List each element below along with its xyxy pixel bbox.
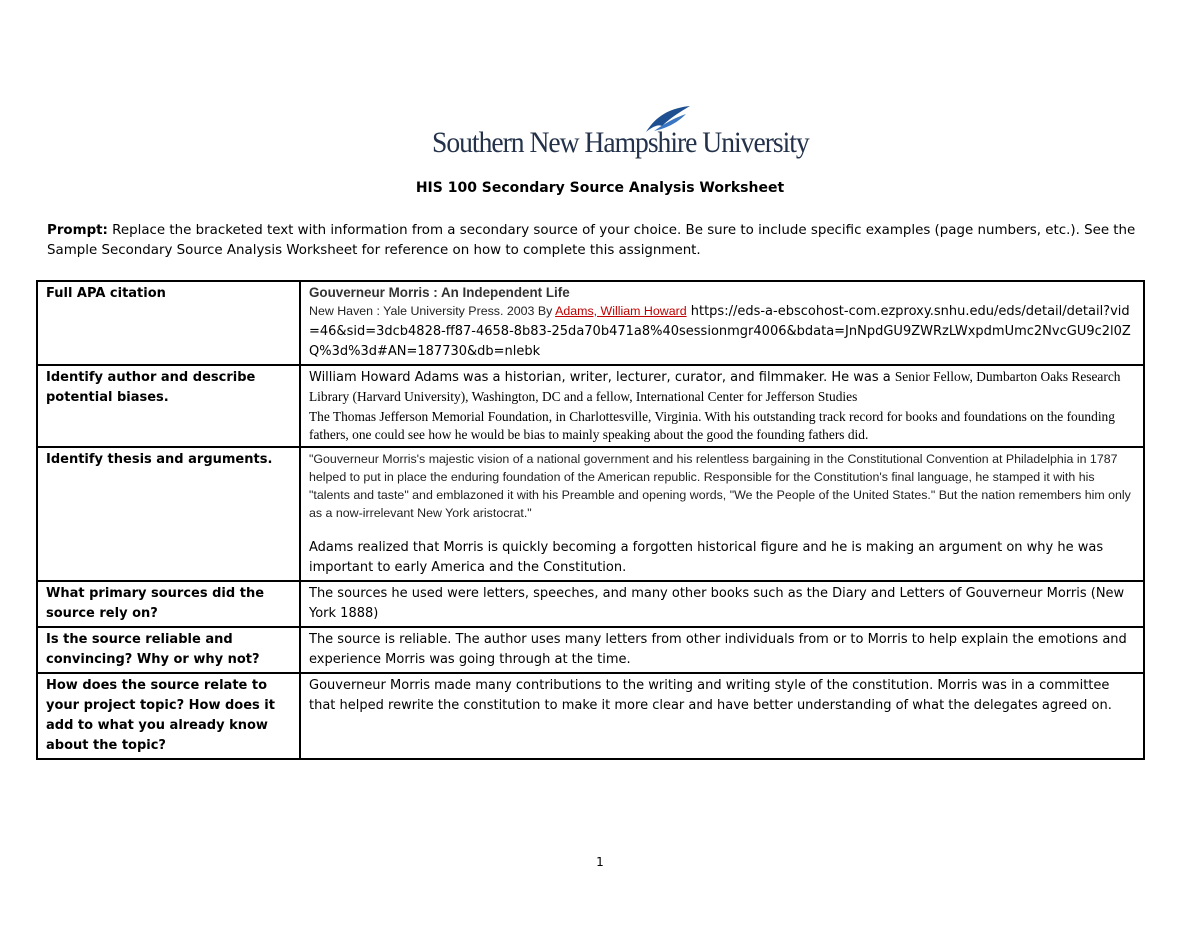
snhu-logo	[432, 104, 809, 162]
relate-label: How does the source relate to your project topic? How does it add to what you already know about the topic?	[37, 673, 300, 759]
table-row	[37, 673, 1144, 759]
table-row	[37, 581, 1144, 627]
publisher-text: New Haven : Yale University Press. 2003 By	[309, 304, 556, 318]
author-label: Identify author and describe potential biases.	[37, 365, 300, 447]
thesis-label: Identify thesis and arguments.	[37, 447, 300, 581]
primary-label: What primary sources did the source rely on?	[37, 581, 300, 627]
page-number: 1	[596, 855, 604, 869]
book-title: Gouverneur Morris : An Independent Life	[309, 285, 570, 300]
thesis-quote: "Gouverneur Morris's majestic vision of a national government and his relentless bargaining in the Constitutional Convention at Philadelphia in 1787 helped to put in place the enduring foundation of the American republic. Responsible for the Constitution's final language, he stamped it with his "talents and taste" and emblazoned it with his Preamble and opening words, "We the People of the United States." But the nation remembers him only as a now-irrelevant New York aristocrat."	[309, 452, 1131, 520]
table-row	[37, 281, 1144, 365]
table-row	[37, 447, 1144, 581]
author-line1-serif: Senior Fellow, Dumbarton Oaks Research Library (Harvard University), Washington, DC and a fellow, International Center for Jefferson Studies	[309, 369, 1121, 404]
table-row	[37, 627, 1144, 673]
thesis-answer	[300, 447, 1144, 581]
prompt-paragraph	[47, 221, 1137, 261]
primary-answer: The sources he used were letters, speeches, and many other books such as the Diary and Letters of Gouverneur Morris (New York 1888)	[300, 581, 1144, 627]
analysis-table	[36, 280, 1145, 760]
author-answer	[300, 365, 1144, 447]
prompt-label: Prompt:	[47, 223, 108, 238]
relate-answer: Gouverneur Morris made many contributions to the writing and writing style of the constitution. Morris was in a committee that helped rewrite the constitution to make it more clear and have better understanding of what the delegates agreed on.	[300, 673, 1144, 759]
author-line2: The Thomas Jefferson Memorial Foundation, in Charlottesville, Virginia. With his outstanding track record for books and foundations on the founding fathers, one could see how he would be bias to mainly speaking about the good the founding fathers did.	[309, 409, 1115, 442]
citation-url[interactable]: https://eds-a-ebscohost-com.ezproxy.snhu.edu/eds/detail/detail?vid=46&sid=3dcb4828-ff87-4658-8b83-25da70b471a8%40sessionmgr4006&bdata=JnNpdGU9ZWRzLWxpdmUmc2NvcGU9c2l0ZQ%3d%3d#AN=187730&db=nlebk	[309, 304, 1131, 359]
reliable-label: Is the source reliable and convincing? Why or why not?	[37, 627, 300, 673]
citation-body	[309, 302, 1135, 362]
thesis-argument: Adams realized that Morris is quickly becoming a forgotten historical figure and he is making an argument on why he was important to early America and the Constitution.	[309, 540, 1104, 575]
citation-answer	[300, 281, 1144, 365]
citation-label: Full APA citation	[37, 281, 300, 365]
author-text	[309, 368, 1135, 408]
reliable-answer: The source is reliable. The author uses many letters from other individuals from or to Morris to help explain the emotions and experience Morris was going through at the time.	[300, 627, 1144, 673]
author-link[interactable]: Adams, William Howard	[555, 304, 687, 318]
author-line1: William Howard Adams was a historian, writer, lecturer, curator, and filmmaker. He was a	[309, 370, 895, 385]
logo-text: Southern New Hampshire University	[432, 126, 809, 159]
worksheet-title: HIS 100 Secondary Source Analysis Worksheet	[415, 180, 785, 196]
table-row	[37, 365, 1144, 447]
prompt-text: Replace the bracketed text with information from a secondary source of your choice. Be sure to include specific examples (page numbers, etc.). See the Sample Secondary Source Analysis Worksheet for reference on how to complete this assignment.	[47, 223, 1136, 258]
